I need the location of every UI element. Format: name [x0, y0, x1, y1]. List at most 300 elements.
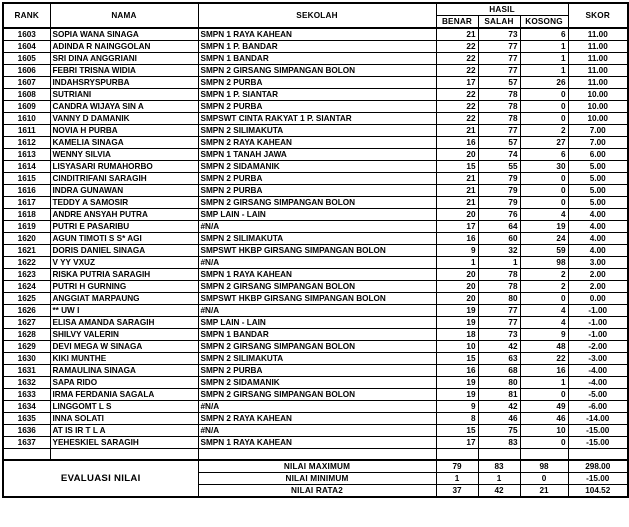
cell-salah: 1 — [478, 257, 520, 269]
cell-skor: 4.00 — [568, 221, 628, 233]
table-row[interactable] — [3, 89, 628, 101]
spacer-row — [3, 449, 628, 460]
summary-row-maximum — [3, 460, 628, 473]
cell-salah: 79 — [478, 185, 520, 197]
cell-skor: -1.00 — [568, 317, 628, 329]
cell-nama: CINDITRIFANI SARAGIH — [50, 173, 198, 185]
cell-kosong: 49 — [520, 401, 568, 413]
cell-rank: 1617 — [3, 197, 50, 209]
cell-rank: 1615 — [3, 173, 50, 185]
table-row[interactable] — [3, 197, 628, 209]
cell-sekolah: SMPN 2 SILIMAKUTA — [198, 125, 436, 137]
cell-benar: 22 — [436, 65, 478, 77]
cell-sekolah: SMP LAIN - LAIN — [198, 209, 436, 221]
cell-rank: 1610 — [3, 113, 50, 125]
cell-sekolah: SMPN 2 GIRSANG SIMPANGAN BOLON — [198, 389, 436, 401]
column-header-benar: BENAR — [436, 16, 478, 29]
table-row[interactable] — [3, 425, 628, 437]
cell-kosong: 0 — [520, 173, 568, 185]
cell-nama: RISKA PUTRIA SARAGIH — [50, 269, 198, 281]
cell-skor: 5.00 — [568, 173, 628, 185]
cell-salah: 83 — [478, 437, 520, 449]
cell-skor: -4.00 — [568, 377, 628, 389]
cell-nama: WENNY SILVIA — [50, 149, 198, 161]
table-row[interactable] — [3, 161, 628, 173]
cell-sekolah: SMPN 1 RAYA KAHEAN — [198, 437, 436, 449]
table-row[interactable] — [3, 28, 628, 41]
cell-skor: 11.00 — [568, 65, 628, 77]
cell-sekolah: SMPN 2 RAYA KAHEAN — [198, 137, 436, 149]
table-row[interactable] — [3, 221, 628, 233]
cell-salah: 80 — [478, 293, 520, 305]
cell-sekolah: SMPN 1 P. BANDAR — [198, 41, 436, 53]
cell-salah: 32 — [478, 245, 520, 257]
cell-skor: 5.00 — [568, 185, 628, 197]
cell-rank: 1606 — [3, 65, 50, 77]
summary-benar-minimum: 1 — [436, 472, 478, 484]
cell-nama: DORIS DANIEL SINAGA — [50, 245, 198, 257]
summary-salah-minimum: 1 — [478, 472, 520, 484]
cell-kosong: 1 — [520, 377, 568, 389]
cell-skor: 3.00 — [568, 257, 628, 269]
cell-salah: 55 — [478, 161, 520, 173]
cell-salah: 74 — [478, 149, 520, 161]
spacer-cell-rank — [3, 449, 50, 460]
cell-nama: ADINDA R NAINGGOLAN — [50, 41, 198, 53]
cell-benar: 21 — [436, 197, 478, 209]
cell-nama: AGUN TIMOTI S S* AGI — [50, 233, 198, 245]
cell-sekolah: #N/A — [198, 257, 436, 269]
column-header-sekolah: SEKOLAH — [198, 3, 436, 28]
cell-benar: 15 — [436, 161, 478, 173]
table-row[interactable] — [3, 125, 628, 137]
cell-kosong: 46 — [520, 413, 568, 425]
cell-benar: 20 — [436, 149, 478, 161]
cell-nama: NOVIA H PURBA — [50, 125, 198, 137]
cell-salah: 68 — [478, 365, 520, 377]
cell-sekolah: SMPN 2 PURBA — [198, 185, 436, 197]
cell-rank: 1623 — [3, 269, 50, 281]
table-row[interactable] — [3, 317, 628, 329]
cell-salah: 73 — [478, 28, 520, 41]
cell-rank: 1611 — [3, 125, 50, 137]
cell-salah: 46 — [478, 413, 520, 425]
cell-rank: 1603 — [3, 28, 50, 41]
cell-nama: IRMA FERDANIA SAGALA — [50, 389, 198, 401]
spreadsheet-sheet — [0, 2, 629, 527]
cell-sekolah: SMP LAIN - LAIN — [198, 317, 436, 329]
cell-benar: 22 — [436, 53, 478, 65]
cell-kosong: 6 — [520, 149, 568, 161]
cell-nama: INNA SOLATI — [50, 413, 198, 425]
cell-nama: V YY VXUZ — [50, 257, 198, 269]
cell-nama: INDRA GUNAWAN — [50, 185, 198, 197]
table-row[interactable] — [3, 353, 628, 365]
cell-rank: 1609 — [3, 101, 50, 113]
cell-rank: 1633 — [3, 389, 50, 401]
cell-rank: 1626 — [3, 305, 50, 317]
cell-rank: 1607 — [3, 77, 50, 89]
table-row[interactable] — [3, 377, 628, 389]
cell-rank: 1614 — [3, 161, 50, 173]
cell-kosong: 0 — [520, 437, 568, 449]
cell-kosong: 1 — [520, 41, 568, 53]
summary-label-minimum: NILAI MINIMUM — [198, 472, 436, 484]
cell-kosong: 48 — [520, 341, 568, 353]
table-row[interactable] — [3, 269, 628, 281]
cell-nama: PUTRI E PASARIBU — [50, 221, 198, 233]
cell-rank: 1619 — [3, 221, 50, 233]
spacer-cell-sekolah — [198, 449, 436, 460]
evaluasi-nilai-label: EVALUASI NILAI — [3, 460, 198, 497]
cell-sekolah: SMPSWT CINTA RAKYAT 1 P. SIANTAR — [198, 113, 436, 125]
table-body — [3, 28, 628, 449]
cell-benar: 19 — [436, 317, 478, 329]
cell-skor: 2.00 — [568, 281, 628, 293]
cell-nama: LISYASARI RUMAHORBO — [50, 161, 198, 173]
cell-rank: 1635 — [3, 413, 50, 425]
cell-benar: 22 — [436, 89, 478, 101]
cell-benar: 10 — [436, 341, 478, 353]
cell-skor: -3.00 — [568, 353, 628, 365]
cell-kosong: 9 — [520, 329, 568, 341]
cell-sekolah: SMPSWT HKBP GIRSANG SIMPANGAN BOLON — [198, 245, 436, 257]
cell-benar: 16 — [436, 365, 478, 377]
cell-rank: 1612 — [3, 137, 50, 149]
cell-skor: 10.00 — [568, 89, 628, 101]
spacer-cell-skor — [568, 449, 628, 460]
cell-rank: 1604 — [3, 41, 50, 53]
cell-sekolah: SMPN 2 PURBA — [198, 77, 436, 89]
column-header-nama: NAMA — [50, 3, 198, 28]
cell-rank: 1622 — [3, 257, 50, 269]
cell-rank: 1616 — [3, 185, 50, 197]
cell-skor: 7.00 — [568, 137, 628, 149]
column-header-kosong: KOSONG — [520, 16, 568, 29]
cell-benar: 19 — [436, 305, 478, 317]
cell-nama: DEVI MEGA W SINAGA — [50, 341, 198, 353]
cell-sekolah: SMPN 2 SILIMAKUTA — [198, 233, 436, 245]
cell-nama: AT IS IR T L A — [50, 425, 198, 437]
cell-kosong: 0 — [520, 293, 568, 305]
cell-salah: 78 — [478, 281, 520, 293]
cell-salah: 64 — [478, 221, 520, 233]
table-row[interactable] — [3, 389, 628, 401]
table-row[interactable] — [3, 365, 628, 377]
cell-sekolah: SMPN 2 GIRSANG SIMPANGAN BOLON — [198, 65, 436, 77]
cell-skor: 0.00 — [568, 293, 628, 305]
cell-sekolah: #N/A — [198, 401, 436, 413]
table-row[interactable] — [3, 401, 628, 413]
summary-salah-rata2: 42 — [478, 484, 520, 497]
cell-rank: 1620 — [3, 233, 50, 245]
cell-salah: 77 — [478, 317, 520, 329]
cell-salah: 76 — [478, 209, 520, 221]
cell-skor: -2.00 — [568, 341, 628, 353]
column-header-skor: SKOR — [568, 3, 628, 28]
cell-nama: LINGGOMT L S — [50, 401, 198, 413]
cell-skor: 5.00 — [568, 197, 628, 209]
cell-kosong: 1 — [520, 65, 568, 77]
cell-benar: 1 — [436, 257, 478, 269]
column-header-rank: RANK — [3, 3, 50, 28]
cell-nama: ELISA AMANDA SARAGIH — [50, 317, 198, 329]
table-row[interactable] — [3, 185, 628, 197]
cell-kosong: 16 — [520, 365, 568, 377]
cell-kosong: 27 — [520, 137, 568, 149]
header-row-main — [3, 3, 628, 16]
cell-sekolah: #N/A — [198, 305, 436, 317]
cell-salah: 78 — [478, 101, 520, 113]
cell-skor: 4.00 — [568, 209, 628, 221]
table-row[interactable] — [3, 65, 628, 77]
cell-benar: 17 — [436, 77, 478, 89]
spacer-cell-salah — [478, 449, 520, 460]
cell-kosong: 4 — [520, 305, 568, 317]
cell-rank: 1630 — [3, 353, 50, 365]
cell-sekolah: SMPN 2 GIRSANG SIMPANGAN BOLON — [198, 281, 436, 293]
cell-benar: 9 — [436, 401, 478, 413]
cell-skor: 11.00 — [568, 53, 628, 65]
summary-label-maximum: NILAI MAXIMUM — [198, 460, 436, 473]
table-row[interactable] — [3, 113, 628, 125]
cell-rank: 1608 — [3, 89, 50, 101]
table-row[interactable] — [3, 173, 628, 185]
column-header-hasil: HASIL — [436, 3, 568, 16]
cell-nama: PUTRI H GURNING — [50, 281, 198, 293]
table-row[interactable] — [3, 293, 628, 305]
spacer-cell-kosong — [520, 449, 568, 460]
cell-benar: 22 — [436, 41, 478, 53]
summary-label-rata2: NILAI RATA2 — [198, 484, 436, 497]
table-row[interactable] — [3, 305, 628, 317]
cell-benar: 19 — [436, 389, 478, 401]
cell-benar: 19 — [436, 377, 478, 389]
cell-sekolah: SMPN 1 BANDAR — [198, 329, 436, 341]
cell-nama: KIKI MUNTHE — [50, 353, 198, 365]
cell-sekolah: SMPN 1 BANDAR — [198, 53, 436, 65]
table-row[interactable] — [3, 233, 628, 245]
cell-nama: ANGGIAT MARPAUNG — [50, 293, 198, 305]
summary-skor-rata2: 104.52 — [568, 484, 628, 497]
cell-kosong: 59 — [520, 245, 568, 257]
cell-kosong: 22 — [520, 353, 568, 365]
table-row[interactable] — [3, 209, 628, 221]
summary-kosong-maximum: 98 — [520, 460, 568, 473]
cell-salah: 57 — [478, 137, 520, 149]
cell-rank: 1629 — [3, 341, 50, 353]
cell-kosong: 0 — [520, 185, 568, 197]
cell-nama: KAMELIA SINAGA — [50, 137, 198, 149]
cell-salah: 63 — [478, 353, 520, 365]
cell-salah: 78 — [478, 113, 520, 125]
cell-sekolah: SMPN 2 GIRSANG SIMPANGAN BOLON — [198, 341, 436, 353]
summary-benar-rata2: 37 — [436, 484, 478, 497]
cell-benar: 21 — [436, 173, 478, 185]
cell-benar: 20 — [436, 293, 478, 305]
cell-skor: 11.00 — [568, 77, 628, 89]
cell-benar: 16 — [436, 137, 478, 149]
cell-kosong: 10 — [520, 425, 568, 437]
results-table — [2, 2, 629, 498]
table-row[interactable] — [3, 41, 628, 53]
table-row[interactable] — [3, 137, 628, 149]
cell-skor: -6.00 — [568, 401, 628, 413]
cell-salah: 77 — [478, 125, 520, 137]
cell-salah: 73 — [478, 329, 520, 341]
cell-skor: 6.00 — [568, 149, 628, 161]
cell-rank: 1618 — [3, 209, 50, 221]
cell-benar: 21 — [436, 185, 478, 197]
cell-salah: 77 — [478, 65, 520, 77]
cell-salah: 57 — [478, 77, 520, 89]
table-row[interactable] — [3, 257, 628, 269]
cell-salah: 81 — [478, 389, 520, 401]
table-row[interactable] — [3, 413, 628, 425]
cell-rank: 1625 — [3, 293, 50, 305]
cell-kosong: 2 — [520, 269, 568, 281]
summary-kosong-minimum: 0 — [520, 472, 568, 484]
cell-kosong: 0 — [520, 113, 568, 125]
cell-salah: 79 — [478, 173, 520, 185]
cell-benar: 15 — [436, 353, 478, 365]
cell-sekolah: SMPN 1 RAYA KAHEAN — [198, 269, 436, 281]
cell-kosong: 2 — [520, 281, 568, 293]
cell-salah: 80 — [478, 377, 520, 389]
cell-salah: 60 — [478, 233, 520, 245]
cell-sekolah: SMPN 1 RAYA KAHEAN — [198, 28, 436, 41]
cell-skor: 4.00 — [568, 245, 628, 257]
cell-benar: 9 — [436, 245, 478, 257]
cell-kosong: 0 — [520, 197, 568, 209]
cell-kosong: 4 — [520, 317, 568, 329]
cell-benar: 21 — [436, 125, 478, 137]
cell-skor: -15.00 — [568, 437, 628, 449]
table-footer — [3, 449, 628, 497]
cell-nama: YEHESKIEL SARAGIH — [50, 437, 198, 449]
table-row[interactable] — [3, 341, 628, 353]
cell-nama: SOPIA WANA SINAGA — [50, 28, 198, 41]
cell-nama: SHILVY VALERIN — [50, 329, 198, 341]
cell-salah: 77 — [478, 305, 520, 317]
cell-kosong: 30 — [520, 161, 568, 173]
cell-benar: 17 — [436, 437, 478, 449]
cell-skor: -1.00 — [568, 329, 628, 341]
cell-skor: 2.00 — [568, 269, 628, 281]
cell-benar: 16 — [436, 233, 478, 245]
cell-rank: 1621 — [3, 245, 50, 257]
cell-nama: SAPA RIDO — [50, 377, 198, 389]
cell-skor: -5.00 — [568, 389, 628, 401]
cell-sekolah: #N/A — [198, 425, 436, 437]
cell-nama: INDAHSRYSPURBA — [50, 77, 198, 89]
cell-benar: 20 — [436, 281, 478, 293]
spacer-cell-nama — [50, 449, 198, 460]
cell-skor: 10.00 — [568, 113, 628, 125]
cell-sekolah: SMPN 2 PURBA — [198, 173, 436, 185]
cell-nama: FEBRI TRISNA WIDIA — [50, 65, 198, 77]
cell-kosong: 6 — [520, 28, 568, 41]
cell-benar: 22 — [436, 101, 478, 113]
cell-rank: 1628 — [3, 329, 50, 341]
cell-sekolah: #N/A — [198, 221, 436, 233]
summary-kosong-rata2: 21 — [520, 484, 568, 497]
cell-benar: 18 — [436, 329, 478, 341]
cell-skor: -4.00 — [568, 365, 628, 377]
cell-sekolah: SMPN 2 SILIMAKUTA — [198, 353, 436, 365]
cell-benar: 21 — [436, 28, 478, 41]
column-header-salah: SALAH — [478, 16, 520, 29]
cell-skor: -15.00 — [568, 425, 628, 437]
cell-benar: 17 — [436, 221, 478, 233]
summary-benar-maximum: 79 — [436, 460, 478, 473]
cell-sekolah: SMPN 2 SIDAMANIK — [198, 161, 436, 173]
table-row[interactable] — [3, 281, 628, 293]
cell-nama: RAMAULINA SINAGA — [50, 365, 198, 377]
cell-salah: 78 — [478, 269, 520, 281]
table-row[interactable] — [3, 149, 628, 161]
cell-nama: CANDRA WIJAYA SIN A — [50, 101, 198, 113]
table-row[interactable] — [3, 77, 628, 89]
cell-skor: 10.00 — [568, 101, 628, 113]
cell-kosong: 98 — [520, 257, 568, 269]
cell-salah: 42 — [478, 341, 520, 353]
cell-sekolah: SMPN 2 PURBA — [198, 365, 436, 377]
cell-sekolah: SMPN 1 P. SIANTAR — [198, 89, 436, 101]
table-row[interactable] — [3, 53, 628, 65]
cell-salah: 77 — [478, 53, 520, 65]
cell-salah: 42 — [478, 401, 520, 413]
cell-skor: 7.00 — [568, 125, 628, 137]
cell-kosong: 0 — [520, 101, 568, 113]
cell-nama: ** UW I — [50, 305, 198, 317]
table-row[interactable] — [3, 245, 628, 257]
cell-sekolah: SMPN 1 TANAH JAWA — [198, 149, 436, 161]
cell-kosong: 26 — [520, 77, 568, 89]
cell-nama: VANNY D DAMANIK — [50, 113, 198, 125]
cell-nama: SRI DINA ANGGRIANI — [50, 53, 198, 65]
table-row[interactable] — [3, 329, 628, 341]
cell-kosong: 19 — [520, 221, 568, 233]
cell-skor: -1.00 — [568, 305, 628, 317]
cell-salah: 75 — [478, 425, 520, 437]
cell-sekolah: SMPN 2 SIDAMANIK — [198, 377, 436, 389]
cell-benar: 20 — [436, 269, 478, 281]
cell-benar: 8 — [436, 413, 478, 425]
cell-rank: 1605 — [3, 53, 50, 65]
cell-rank: 1632 — [3, 377, 50, 389]
cell-sekolah: SMPN 2 RAYA KAHEAN — [198, 413, 436, 425]
cell-rank: 1613 — [3, 149, 50, 161]
table-row[interactable] — [3, 437, 628, 449]
cell-rank: 1624 — [3, 281, 50, 293]
cell-rank: 1631 — [3, 365, 50, 377]
cell-nama: ANDRE ANSYAH PUTRA — [50, 209, 198, 221]
cell-kosong: 0 — [520, 89, 568, 101]
cell-skor: 4.00 — [568, 233, 628, 245]
cell-kosong: 1 — [520, 53, 568, 65]
cell-kosong: 4 — [520, 209, 568, 221]
cell-salah: 78 — [478, 89, 520, 101]
cell-rank: 1634 — [3, 401, 50, 413]
table-row[interactable] — [3, 101, 628, 113]
cell-nama: TEDDY A SAMOSIR — [50, 197, 198, 209]
cell-salah: 79 — [478, 197, 520, 209]
spacer-cell-benar — [436, 449, 478, 460]
cell-salah: 77 — [478, 41, 520, 53]
cell-benar: 20 — [436, 209, 478, 221]
cell-kosong: 2 — [520, 125, 568, 137]
